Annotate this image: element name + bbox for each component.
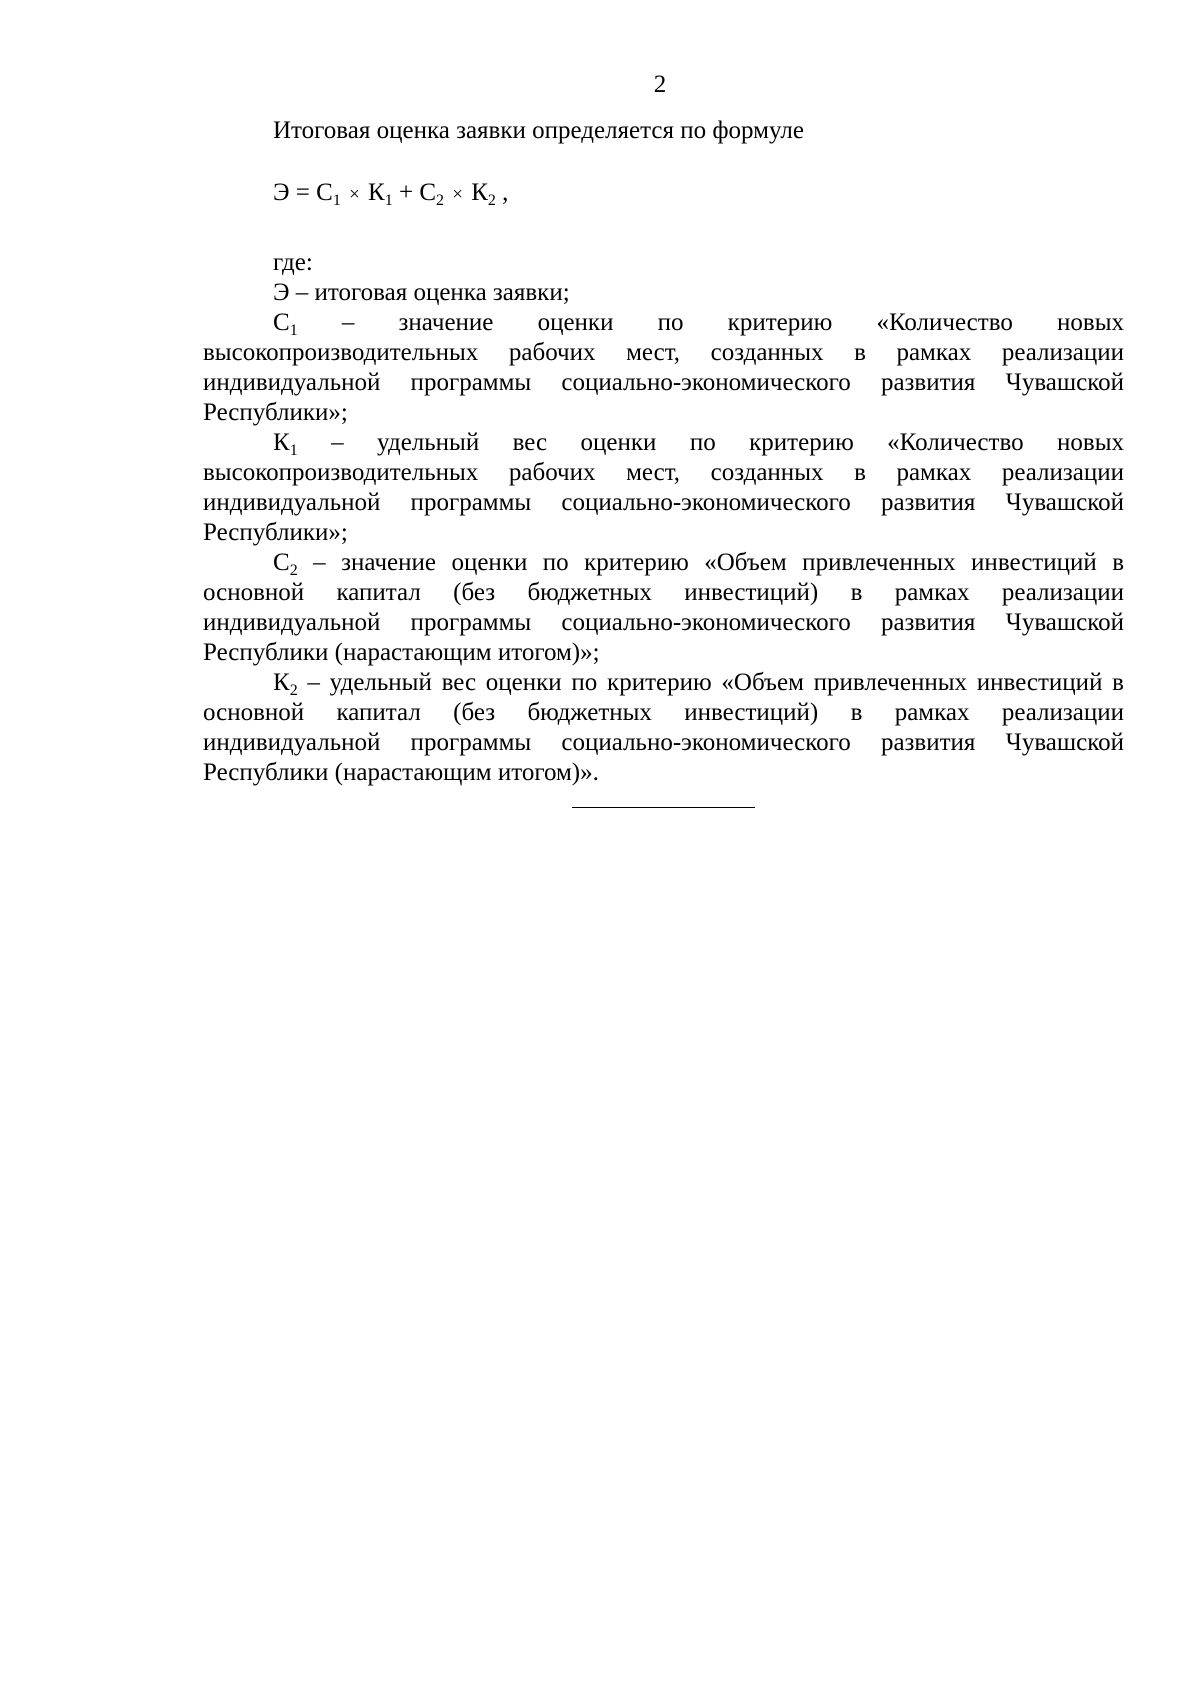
definition-symbol: Э [273,279,290,306]
definition-symbol: С [273,309,290,336]
formula-c1-symbol: С [316,179,333,206]
document-body [203,116,1124,788]
formula-k1-subscript: 1 [384,192,393,209]
definition-result [203,278,1124,308]
formula-result-symbol: Э [273,179,290,206]
definition-symbol: С [273,549,290,576]
definition-symbol: К [273,429,290,456]
formula-k1-symbol: К [368,179,385,206]
definition-text: – значение оценки по критерию «Объем привлеченных инвестиций в основной капитал (без бюджетных инвестиций) в рамках реализации индивидуальной программы социально-экономического развития Чувашской Республики (нарастающим итогом)»; [203,549,1124,666]
formula-equals: = [295,179,310,206]
page-number: 2 [653,71,667,98]
definition-text: – удельный вес оценки по критерию «Количество новых высокопроизводительных рабочих мест, созданных в рамках реализации индивидуальной программы социально-экономического развития Чувашской Республики»; [203,429,1124,546]
formula-c2-subscript: 2 [436,192,445,209]
formula-k2-symbol: К [471,179,488,206]
formula-times-2: × [452,184,463,205]
definition-subscript: 2 [289,562,298,579]
end-of-document-rule [572,807,755,808]
formula-k2-subscript: 2 [487,192,496,209]
formula-c1-subscript: 1 [332,192,341,209]
definition-subscript: 1 [289,442,298,459]
definition-symbol: К [273,669,290,696]
definition-c2 [203,548,1124,668]
definition-k1 [203,428,1124,548]
intro-paragraph: Итоговая оценка заявки определяется по формуле [273,117,804,144]
definition-subscript: 2 [289,682,298,699]
where-label: где: [273,249,313,276]
formula [203,178,1124,210]
definition-k2 [203,668,1124,788]
definition-text: – значение оценки по критерию «Количество новых высокопроизводительных рабочих мест, созданных в рамках реализации индивидуальной программы социально-экономического развития Чувашской Республики»; [203,309,1124,426]
definition-text: – удельный вес оценки по критерию «Объем привлеченных инвестиций в основной капитал (без бюджетных инвестиций) в рамках реализации индивидуальной программы социально-экономического развития Чувашской Республики (нарастающим итогом)». [203,669,1124,786]
formula-times-1: × [349,184,360,205]
formula-trailing-comma: , [502,179,509,206]
definition-text: – итоговая оценка заявки; [289,279,570,306]
formula-plus: + [398,179,414,206]
definition-c1 [203,308,1124,428]
definition-subscript: 1 [289,322,298,339]
formula-c2-symbol: С [419,179,437,206]
